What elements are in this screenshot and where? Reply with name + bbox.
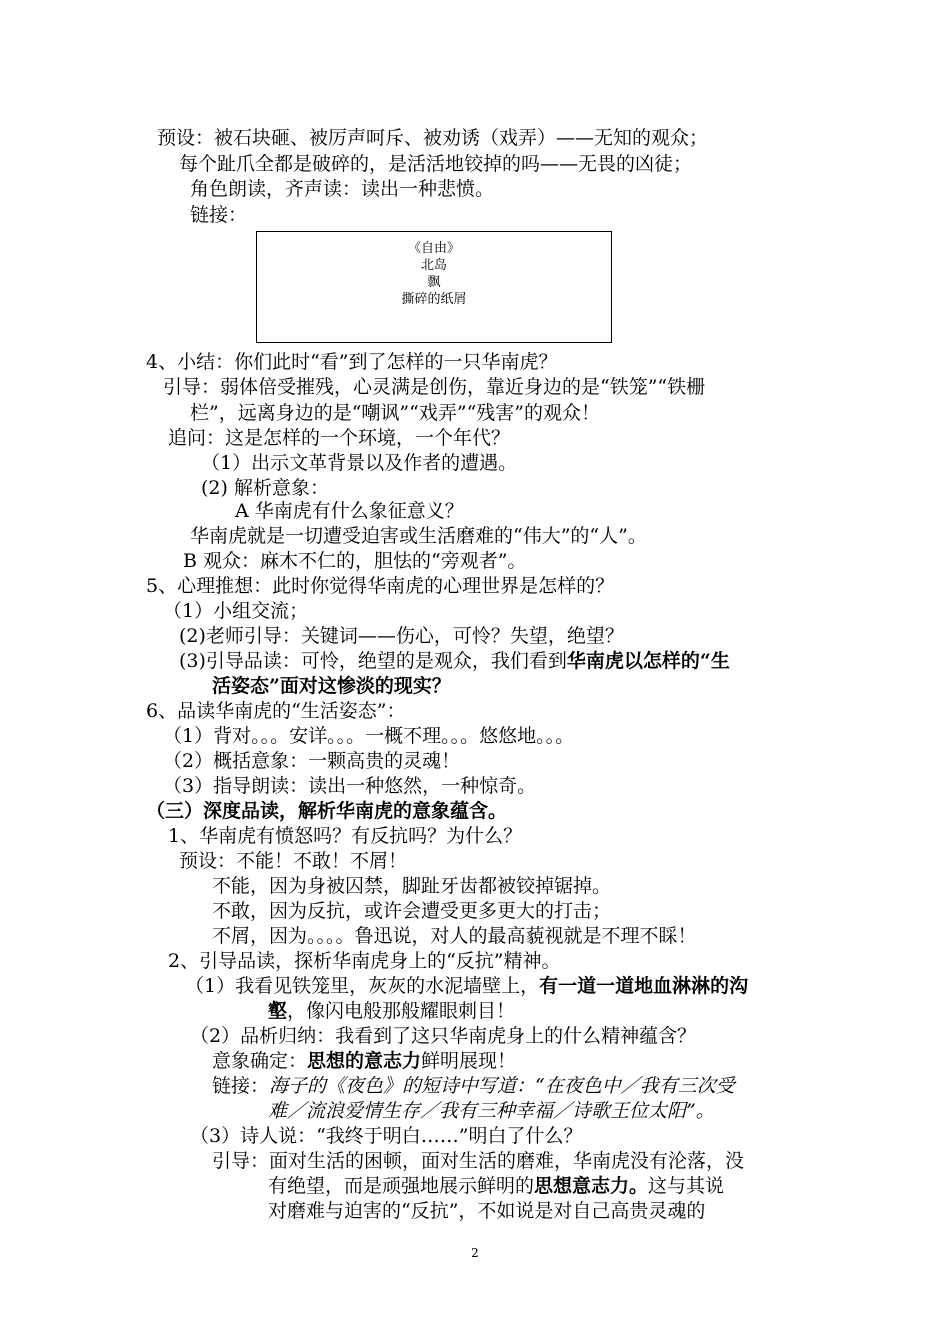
text-line: 预设：不能！不敢！不屑！ (179, 850, 408, 872)
text-line: 不敢，因为反抗，或许会遭受更多更大的打击； (212, 900, 612, 922)
text-line: B 观众：麻木不仁的，胆怯的“旁观者”。 (183, 550, 527, 572)
text-line: (2)老师引导：关键词——伤心，可怜？失望，绝望？ (179, 625, 624, 647)
text-line: 壑，像闪电般那般耀眼刺目！ (268, 1000, 516, 1022)
text-line: 不屑，因为。。。。鲁迅说，对人的最高藐视就是不理不睬！ (212, 925, 697, 947)
poem-line: 撕碎的纸屑 (401, 292, 467, 307)
section-heading: （三）深度品读，解析华南虎的意象蕴含。 (146, 800, 508, 822)
poem-line: 飘 (427, 275, 441, 290)
text-line: A 华南虎有什么象征意义？ (235, 500, 464, 522)
text-line: (2) 解析意象： (201, 477, 329, 499)
text-line: 引导：面对生活的困顿，面对生活的磨难，华南虎没有沦落，没 (212, 1150, 745, 1172)
text-line: 预设：被石块砸、被厉声呵斥、被劝诱（戏弄）——无知的观众； (157, 127, 709, 149)
poem-box (256, 231, 612, 343)
text-line: 每个趾爪全都是破碎的，是活活地铰掉的吗——无畏的凶徒； (179, 153, 693, 175)
text-line: 角色朗读，齐声读：读出一种悲愤。 (190, 178, 495, 200)
text-line: 链接： (190, 204, 248, 226)
text-line: (3)引导品读：可怜，绝望的是观众，我们看到华南虎以怎样的“生 (179, 650, 730, 672)
section-heading: 5、心理推想：此时你觉得华南虎的心理世界是怎样的？ (146, 575, 615, 597)
text-line: 对磨难与迫害的“反抗”，不如说是对自己高贵灵魂的 (268, 1200, 706, 1222)
text-line: 活姿态”面对这惨淡的现实？ (212, 675, 451, 697)
page-number: 2 (471, 1246, 479, 1260)
text-line: 引导：弱体倍受摧残，心灵满是创伤，靠近身边的是“铁笼”“铁栅 (163, 376, 706, 398)
text-line: （2）品析归纳：我看到了这只华南虎身上的什么精神蕴含？ (190, 1025, 697, 1047)
section-heading: 6、品读华南虎的“生活姿态”： (146, 700, 406, 722)
poem-title: 《自由》 (407, 241, 460, 256)
text-line: 1、华南虎有愤怒吗？有反抗吗？为什么？ (168, 825, 523, 847)
text-line: 栏”，远离身边的是“嘲讽”“戏弄”“残害”的观众！ (190, 402, 600, 424)
text-line: 2、引导品读，探析华南虎身上的“反抗”精神。 (168, 950, 561, 972)
text-line: （1）背对。。。安详。。。一概不理。。。悠悠地。。。 (163, 725, 575, 747)
text-line: （1）小组交流； (163, 600, 309, 622)
text-line: 链接：海子的《夜色》的短诗中写道：“在夜色中／我有三次受 (212, 1075, 735, 1097)
text-line: （3）指导朗读：读出一种悠然，一种惊奇。 (163, 775, 537, 797)
text-line: 不能，因为身被囚禁，脚趾牙齿都被铰掉锯掉。 (212, 875, 612, 897)
text-line: （1）我看见铁笼里，灰灰的水泥墙壁上，有一道一道地血淋淋的沟 (185, 975, 749, 997)
text-line: （3）诗人说：“我终于明白……”明白了什么？ (190, 1125, 583, 1147)
text-line: （2）概括意象：一颗高贵的灵魂！ (163, 750, 461, 772)
section-heading: 4、小结：你们此时“看”到了怎样的一只华南虎？ (146, 351, 558, 373)
text-line: 有绝望，而是顽强地展示鲜明的思想意志力。这与其说 (268, 1175, 725, 1197)
text-line: 意象确定：思想的意志力鲜明展现！ (212, 1050, 517, 1072)
text-line: 华南虎就是一切遭受迫害或生活磨难的“伟大”的“人”。 (190, 525, 647, 547)
poem-author: 北岛 (420, 258, 447, 273)
text-line: （1）出示文革背景以及作者的遭遇。 (201, 452, 518, 474)
text-line: 难／流浪爱情生存／我有三种幸福／诗歌王位太阳”。 (268, 1100, 715, 1122)
text-line: 追问：这是怎样的一个环境，一个年代？ (168, 427, 511, 449)
